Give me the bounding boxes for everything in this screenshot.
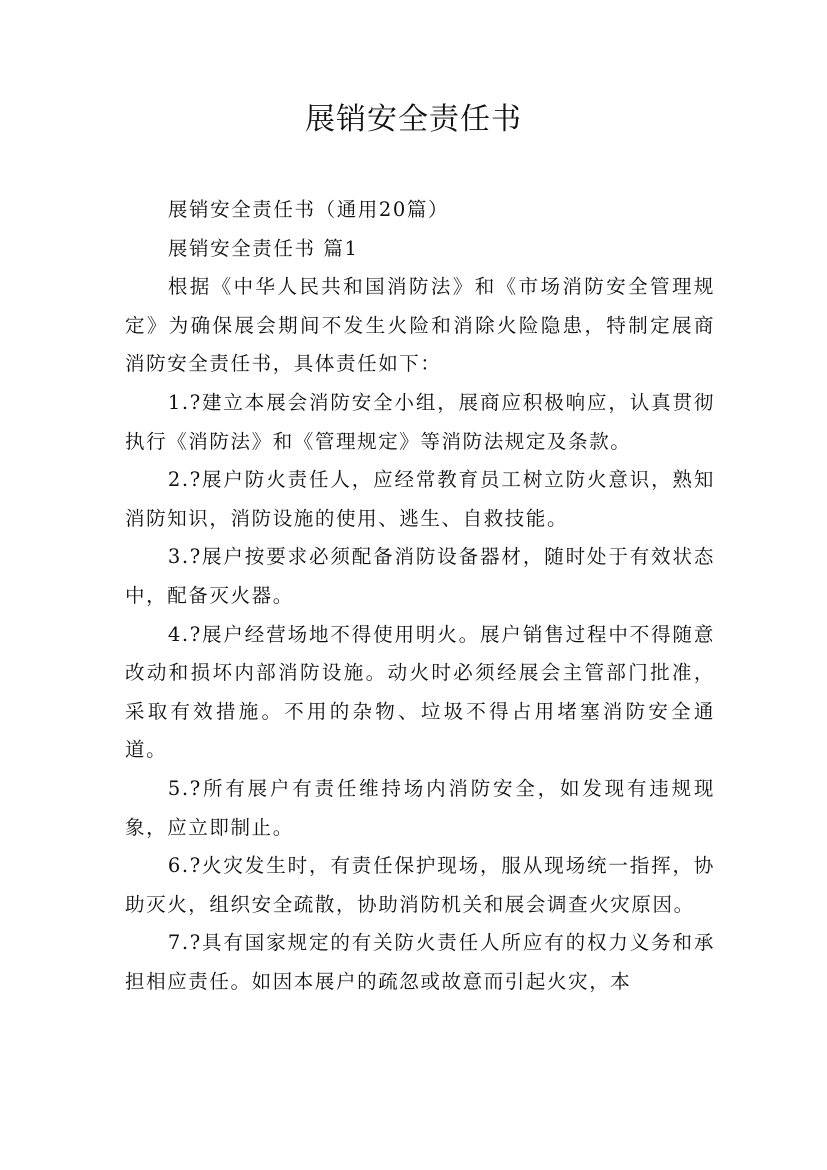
paragraph-item-4: 4.?展户经营场地不得使用明火。展户销售过程中不得随意改动和损坏内部消防设施。动火时必须经展会主管部门批准，采取有效措施。不用的杂物、垃圾不得占用堵塞消防安全通道。 <box>125 622 715 762</box>
paragraph-section-heading: 展销安全责任书 篇1 <box>167 236 359 260</box>
paragraph-subtitle: 展销安全责任书（通用20篇） <box>167 198 450 221</box>
paragraph-item-5: 5.?所有展户有责任维持场内消防安全，如发现有违规现象，应立即制止。 <box>125 776 715 839</box>
paragraph-item-1: 1.?建立本展会消防安全小组，展商应积极响应，认真贯彻执行《消防法》和《管理规定》等消防法规定及条款。 <box>125 390 715 453</box>
document-body <box>125 191 715 1001</box>
paragraph-item-6: 6.?火灾发生时，有责任保护现场，服从现场统一指挥，协助灭火，组织安全疏散，协助消防机关和展会调查火灾原因。 <box>125 854 715 916</box>
paragraph-item-2: 2.?展户防火责任人，应经常教育员工树立防火意识，熟知消防知识，消防设施的使用、逃生、自救技能。 <box>125 468 715 530</box>
paragraph-item-7: 7.?具有国家规定的有关防火责任人所应有的权力义务和承担相应责任。如因本展户的疏忽或故意而引起火灾，本 <box>125 931 715 993</box>
document-title: 展销安全责任书 <box>305 102 522 137</box>
paragraph-intro: 根据《中华人民共和国消防法》和《市场消防安全管理规定》为确保展会期间不发生火险和消除火险隐患，特制定展商消防安全责任书，具体责任如下： <box>125 275 715 376</box>
paragraph-item-3: 3.?展户按要求必须配备消防设备器材，随时处于有效状态中，配备灭火器。 <box>125 545 715 607</box>
